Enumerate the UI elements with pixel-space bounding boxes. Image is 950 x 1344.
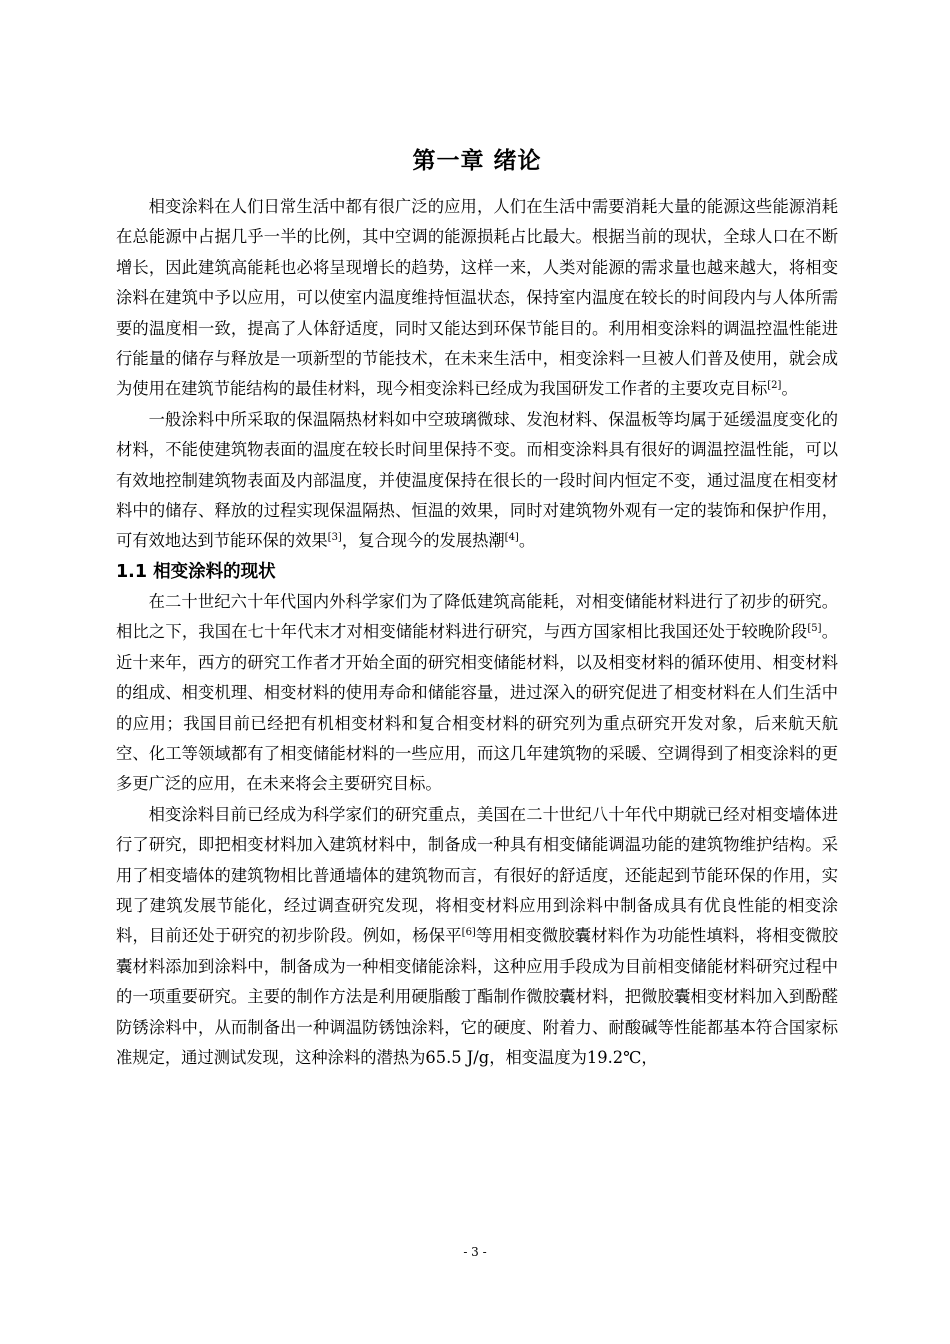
- citation: [2]: [767, 380, 782, 392]
- citation: [6]: [461, 927, 476, 939]
- paragraph-insulation: [116, 405, 838, 557]
- paragraph-research: [116, 800, 838, 1074]
- paragraph-text: 。: [518, 531, 536, 551]
- section-title: 1.1 相变涂料的现状: [116, 561, 276, 582]
- paragraph-text: 。近十来年，西方的研究工作者才开始全面的研究相变储能材料，以及相变材料的循环使用、相变材料的组成、相变机理、相变材料的使用寿命和储能容量，进过深入的研究促进了相变材料在人们生活中的应用；我国目前已经把有机相变材料和复合相变材料的研究列为重点研究开发对象，后来航天航空、化工等领域都有了相变储能材料的一些应用，而这几年建筑物的采暖、空调得到了相变涂料的更多更广泛的应用，在未来将会主要研究目标。: [116, 622, 838, 794]
- page-number: - 3 -: [463, 1245, 487, 1259]
- citation: [5]: [807, 623, 822, 635]
- paragraph-text: 等用相变微胶囊材料作为功能性填料，将相变微胶囊材料添加到涂料中，制备成为一种相变储能涂料，这种应用手段成为目前相变储能材料研究过程中的一项重要研究。主要的制作方法是利用硬脂酸丁酯制作微胶囊材料，把微胶囊相变材料加入到酚醛防锈涂料中，从而制备出一种调温防锈蚀涂料，它的硬度、附着力、耐酸碱等性能都基本符合国家标准规定，通过测试发现，这种涂料的潜热为65.5 J/g，相变温度为19.2℃，: [116, 926, 838, 1067]
- paragraph-text: 相变涂料目前已经成为科学家们的研究重点，美国在二十世纪八十年代中期就已经对相变墙体进行了研究，即把相变材料加入建筑材料中，制备成一种具有相变储能调温功能的建筑物维护结构。采用了相变墙体的建筑物相比普通墙体的建筑物而言，有很好的舒适度，还能起到节能环保的作用，实现了建筑发展节能化，经过调查研究发现，将相变材料应用到涂料中制备成具有优良性能的相变涂料，目前还处于研究的初步阶段。例如，杨保平: [116, 804, 838, 946]
- document-page: [116, 140, 838, 1073]
- paragraph-text: ，复合现今的发展热潮: [341, 531, 505, 551]
- citation: [4]: [504, 532, 519, 544]
- paragraph-text: 相变涂料在人们日常生活中都有很广泛的应用，人们在生活中需要消耗大量的能源这些能源消耗在总能源中占据几乎一半的比例，其中空调的能源损耗占比最大。根据当前的现状，全球人口在不断增长，因此建筑高能耗也必将呈现增长的趋势，这样一来，人类对能源的需求量也越来越大，将相变涂料在建筑中予以应用，可以使室内温度维持恒温状态，保持室内温度在较长的时间段内与人体所需要的温度相一致，提高了人体舒适度，同时又能达到环保节能目的。利用相变涂料的调温控温性能进行能量的储存与释放是一项新型的节能技术，在未来生活中，相变涂料一旦被人们普及使用，就会成为使用在建筑节能结构的最佳材料，现今相变涂料已经成为我国研发工作者的主要攻克目标: [116, 197, 838, 399]
- paragraph-text: 。: [781, 379, 798, 399]
- chapter-title: 第一章 绪论: [412, 148, 542, 174]
- citation: [3]: [327, 532, 342, 544]
- paragraph-intro: [116, 192, 838, 405]
- paragraph-history: [116, 587, 838, 800]
- paragraph-text: 一般涂料中所采取的保温隔热材料如中空玻璃微球、发泡材料、保温板等均属于延缓温度变化的材料，不能使建筑物表面的温度在较长时间里保持不变。而相变涂料具有很好的调温控温性能，可以有效地控制建筑物表面及内部温度，并使温度保持在很长的一段时间内恒定不变，通过温度在相变材料中的储存、释放的过程实现保温隔热、恒温的效果，同时对建筑物外观有一定的装饰和保护作用，可有效地达到节能环保的效果: [116, 409, 838, 551]
- paragraph-text: 在二十世纪六十年代国内外科学家们为了降低建筑高能耗，对相变储能材料进行了初步的研究。相比之下，我国在七十年代末才对相变储能材料进行研究，与西方国家相比我国还处于较晚阶段: [116, 591, 838, 642]
